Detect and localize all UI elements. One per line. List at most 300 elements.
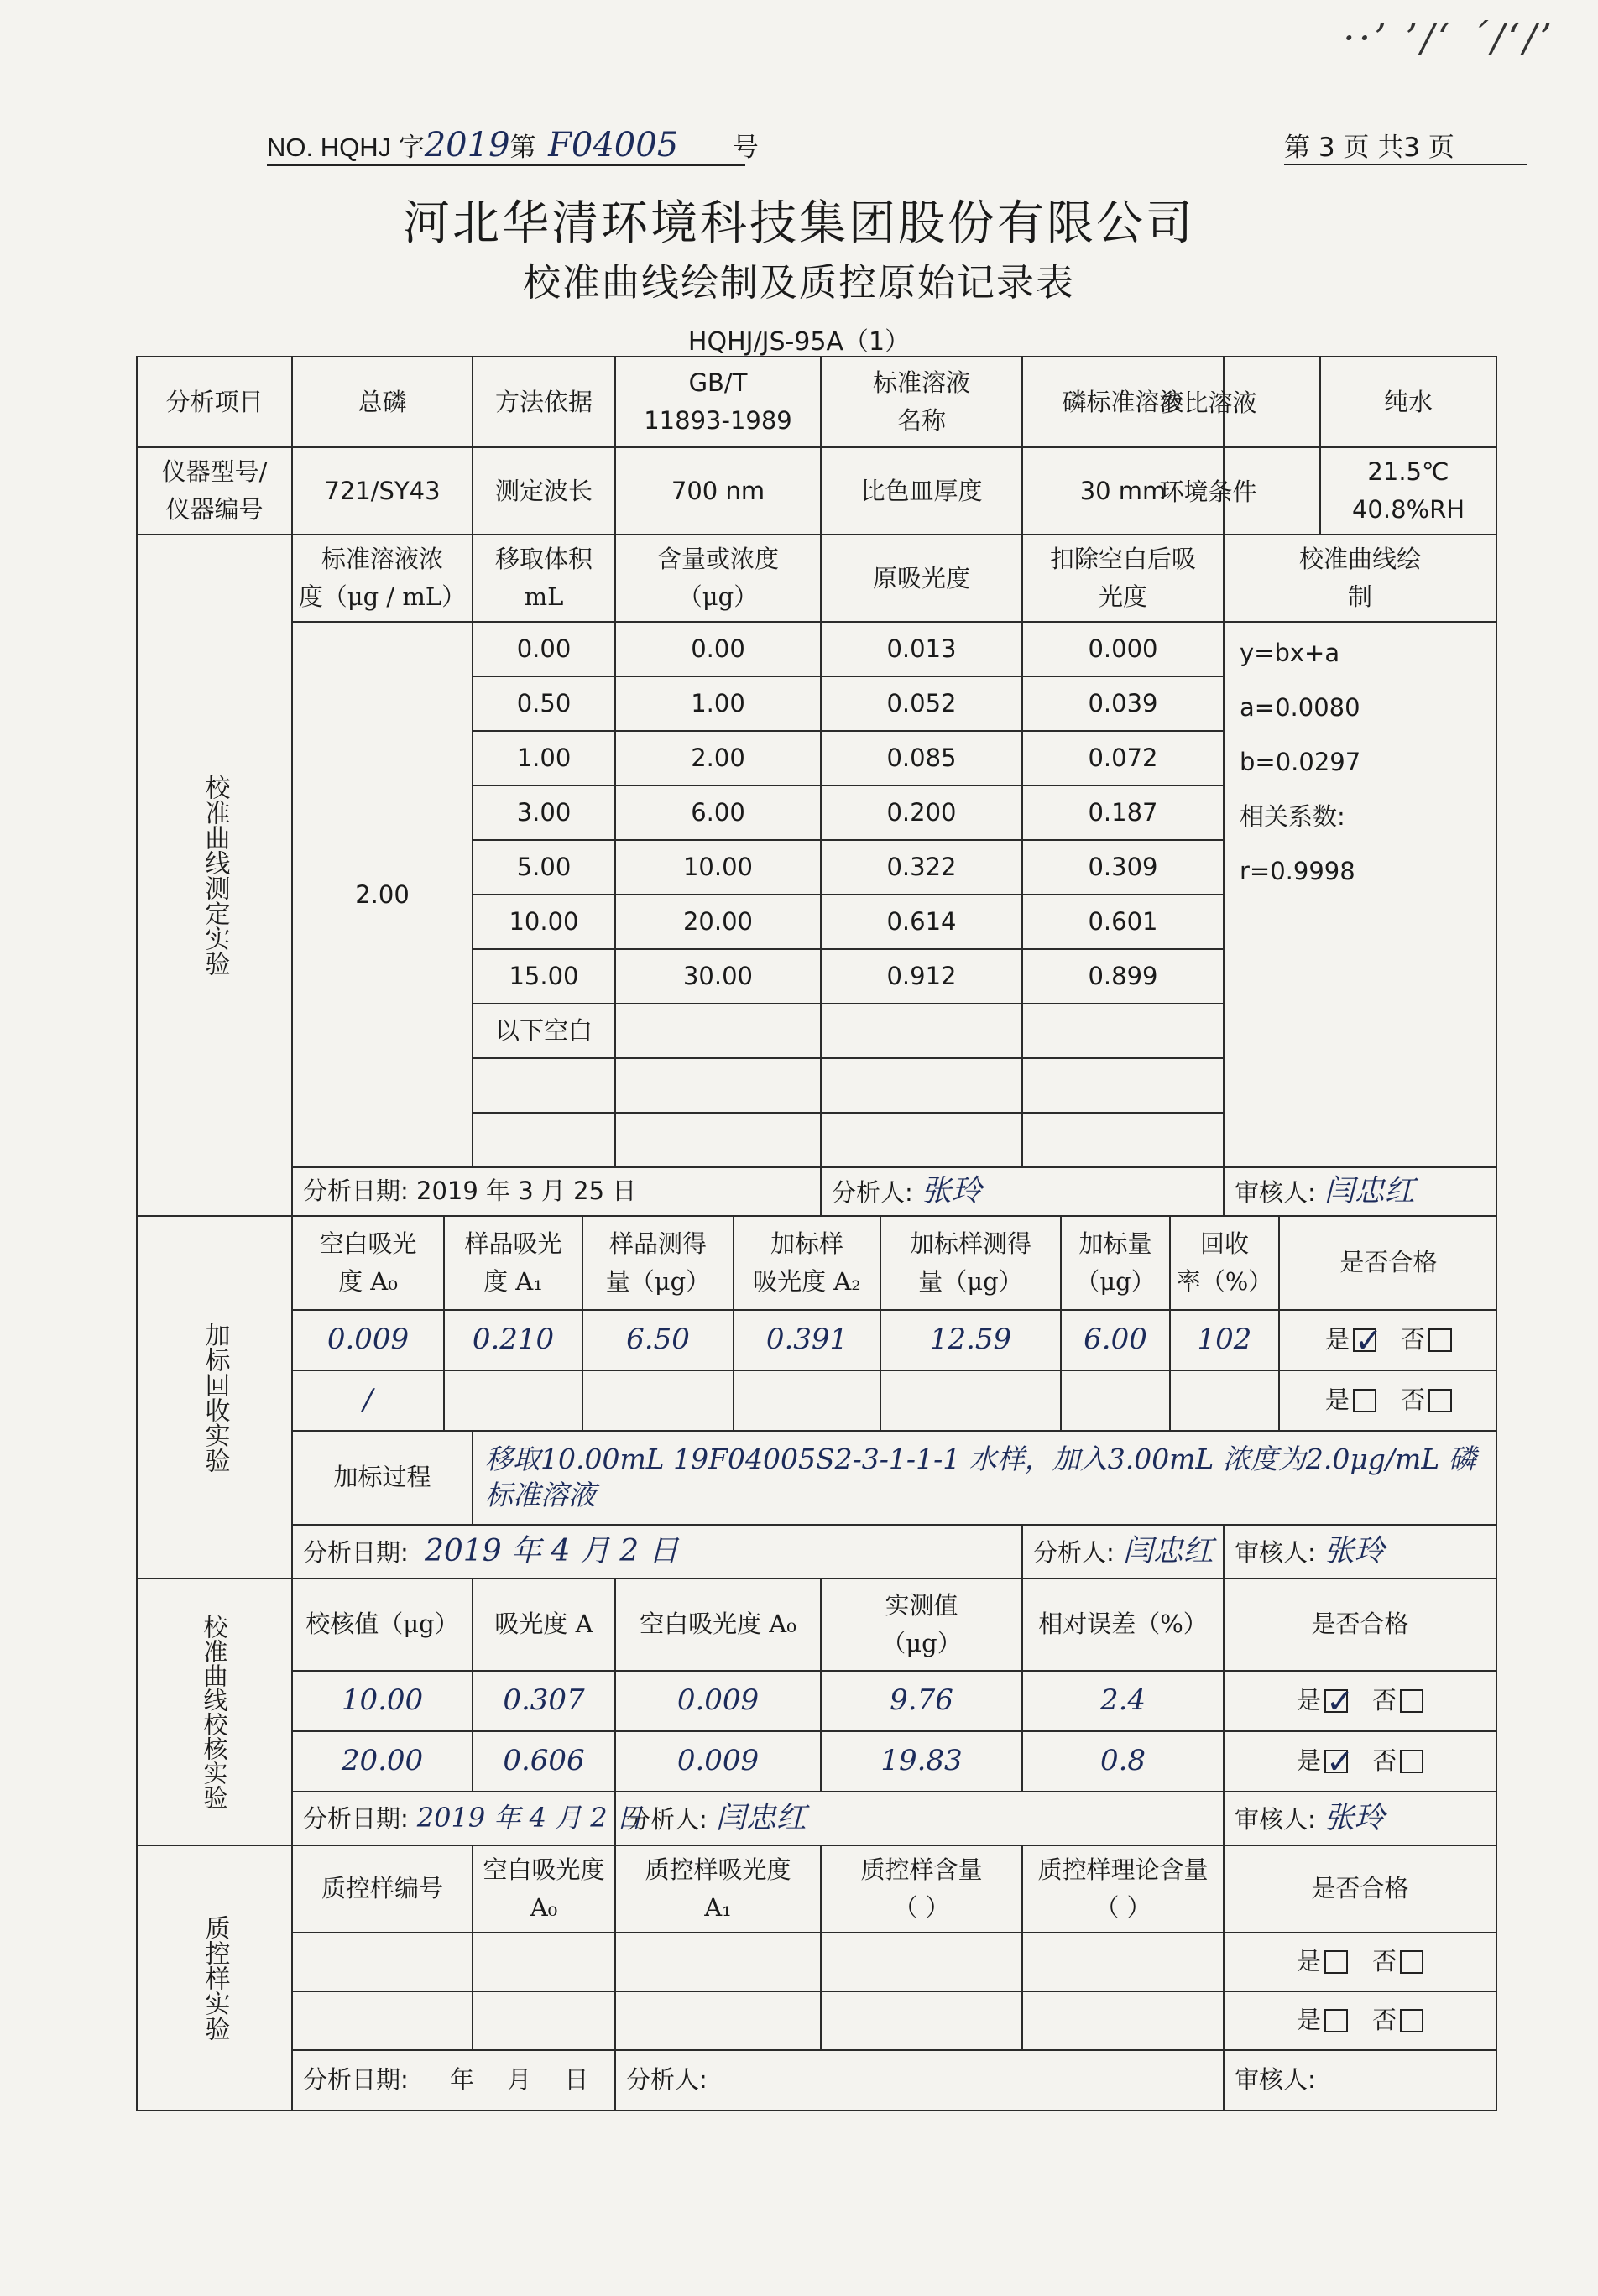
check-date-label: 分析日期:: [303, 1804, 409, 1833]
check-value-header: 校核值（μg）: [292, 1578, 473, 1671]
check-measured: [821, 1671, 1022, 1731]
spike-spiked-meas-header: [880, 1217, 1061, 1309]
qc-date: [292, 2050, 615, 2111]
info-row-1: [137, 357, 1496, 447]
cal-amount: 0.00: [615, 622, 821, 676]
spike-reviewer: [1224, 1525, 1496, 1578]
raw-abs-header: 原吸光度: [821, 535, 1022, 622]
check-analyst-label: 分析人:: [626, 1804, 708, 1834]
qc-amount-header-2: （ ）: [893, 1892, 950, 1922]
spike-sample-abs: [444, 1371, 582, 1430]
check-abs-header: 吸光度 A: [473, 1578, 615, 1671]
cal-date-label: 分析日期:: [303, 1177, 409, 1206]
qc-no-option[interactable]: [1372, 2001, 1423, 2039]
qc-amount[interactable]: [821, 1933, 1022, 1991]
cal-analyst: [821, 1167, 1224, 1216]
yes-checkbox-icon[interactable]: [1324, 1689, 1348, 1713]
check-no-label: 否: [1372, 1746, 1397, 1776]
qc-reviewer-label: 审核人:: [1235, 2065, 1316, 2095]
fit-r-label: 相关系数:: [1240, 802, 1345, 831]
method-value-1: GB/T: [688, 368, 748, 398]
check-blank: [615, 1731, 821, 1792]
cal-net-abs: 0.309: [1022, 840, 1224, 895]
wavelength-value: 700 nm: [615, 447, 821, 535]
spike-header-row: [137, 1216, 1496, 1310]
qc-yes-option[interactable]: [1297, 1943, 1348, 1980]
spike-recovery: [1170, 1371, 1279, 1430]
spike-section-title: [137, 1216, 292, 1578]
cal-raw-abs: 0.322: [821, 840, 1022, 895]
spike-sample-meas: [582, 1371, 734, 1430]
check-abs: [473, 1671, 615, 1731]
check-blank-text: 0.009: [676, 1683, 760, 1718]
yes-checkbox-icon[interactable]: [1324, 1950, 1348, 1974]
reference-value: 纯水: [1320, 357, 1496, 447]
document-number: [267, 126, 759, 166]
spike-yes-option[interactable]: [1325, 1321, 1376, 1359]
spike-recovery: [1170, 1311, 1279, 1370]
spike-recovery-header-2: 率（%）: [1176, 1266, 1273, 1296]
std-concentration-value: 2.00: [292, 622, 473, 1167]
check-measured-header-1: 实测值: [885, 1590, 958, 1620]
spike-amount-header-1: 加标量: [1078, 1229, 1152, 1258]
spike-amount: [1061, 1371, 1170, 1430]
check-section-title: [137, 1578, 292, 1845]
cal-amount: 2.00: [615, 731, 821, 785]
check-value: [292, 1671, 473, 1731]
check-row: [137, 1671, 1496, 1731]
qc-no-label: 否: [1372, 2006, 1397, 2035]
no-checkbox-icon[interactable]: [1400, 1750, 1423, 1773]
spike-blank: [293, 1371, 444, 1430]
cal-date-value: 2019 年 3 月 25 日: [416, 1177, 637, 1206]
spike-row-table: [293, 1371, 1497, 1430]
net-abs-header: [1022, 535, 1224, 622]
cal-amount: [615, 1058, 821, 1113]
spike-date-value: 2019 年 4 月 2 日: [425, 1533, 679, 1568]
std-conc-header: [292, 535, 473, 622]
cal-net-abs: 0.000: [1022, 622, 1224, 676]
check-yes-option[interactable]: [1297, 1742, 1348, 1780]
info-row-2: [137, 447, 1496, 535]
qc-theory-header-1: 质控样理论含量: [1037, 1855, 1209, 1884]
check-analyst: [615, 1792, 1224, 1845]
amount-header: [615, 535, 821, 622]
qc-abs-header: [615, 1845, 821, 1933]
no-checkbox-icon[interactable]: [1428, 1389, 1452, 1412]
form-code: HQHJ/JS-95A（1）: [687, 327, 911, 357]
env-temp: 21.5℃: [1367, 457, 1449, 487]
doc-no-year: 2019: [424, 126, 510, 164]
calibration-title-text: 校准曲线测定实验: [200, 774, 230, 976]
spike-amount-value: 6.00: [1084, 1323, 1147, 1357]
fit-equation: y=bx+a: [1240, 639, 1340, 667]
spike-row-cell: [292, 1370, 1496, 1431]
spike-recovery-header-1: 回收: [1199, 1229, 1249, 1258]
qc-sample-no-header: 质控样编号: [292, 1845, 473, 1933]
yes-checkbox-icon[interactable]: [1353, 1389, 1376, 1412]
check-abs-text: 0.307: [503, 1683, 585, 1718]
spike-blank-header-1: 空白吸光: [319, 1229, 417, 1258]
doc-no-suffix: 号: [732, 133, 759, 162]
spike-sample-meas-header-1: 样品测得: [608, 1229, 707, 1258]
qc-date-label: 分析日期:: [303, 2065, 409, 2095]
qc-abs[interactable]: [615, 1991, 821, 2050]
qc-no-label: 否: [1372, 1947, 1397, 1976]
check-blank-header: 空白吸光度 A₀: [615, 1578, 821, 1671]
qc-abs-header-1: 质控样吸光度: [645, 1855, 791, 1884]
check-yes-option[interactable]: [1297, 1682, 1348, 1719]
yes-checkbox-icon[interactable]: [1324, 1750, 1348, 1773]
env-rh: 40.8%RH: [1351, 495, 1465, 524]
qc-theory-header-2: （ ）: [1094, 1892, 1152, 1922]
spike-process-text: 移取10.00mL 19F04005S2-3-1-1-1 水样，加入3.00mL 浓度为2.0μg/mL 磷标准溶液: [485, 1442, 1476, 1511]
check-no-option[interactable]: [1372, 1682, 1423, 1719]
check-value: [292, 1731, 473, 1792]
check-date-value: 2019 年 4 月 2 日: [416, 1802, 643, 1834]
fit-b: b=0.0297: [1240, 748, 1361, 776]
qc-theory[interactable]: [1022, 1991, 1224, 2050]
qc-yes-label: 是: [1296, 2006, 1321, 2035]
spike-sample-abs-header: [444, 1217, 582, 1309]
method-value: [615, 357, 821, 447]
instrument-label: [137, 447, 292, 535]
spike-date: [292, 1525, 1022, 1578]
spike-sample-abs-value: 0.210: [472, 1323, 555, 1357]
check-pass: [1224, 1671, 1496, 1731]
record-sheet: [136, 356, 1497, 2111]
spike-spiked-abs-header-2: 吸光度 A₂: [753, 1266, 861, 1296]
check-yes-label: 是: [1296, 1686, 1321, 1715]
net-abs-header-2: 光度: [1098, 582, 1147, 611]
qc-sample-no[interactable]: [292, 1933, 473, 1991]
check-analyst-signature: 闫忠红: [715, 1800, 807, 1835]
wavelength-label: 测定波长: [473, 447, 615, 535]
spike-no-option[interactable]: [1401, 1321, 1452, 1359]
cal-volume: 10.00: [473, 895, 615, 949]
qc-header-row: [137, 1845, 1496, 1933]
check-error-text: 2.4: [1099, 1683, 1146, 1718]
spike-sample-abs-header-1: 样品吸光: [464, 1229, 562, 1258]
spike-spiked-meas-value: 12.59: [929, 1323, 1012, 1357]
check-error-text: 0.8: [1099, 1744, 1146, 1778]
spike-subtable-header: [293, 1217, 1497, 1309]
spike-sample-abs-header-2: 度 A₁: [483, 1266, 543, 1296]
cal-raw-abs: [821, 1058, 1022, 1113]
qc-amount-header: [821, 1845, 1022, 1933]
cal-reviewer-label: 审核人:: [1235, 1178, 1316, 1207]
check-blank: [615, 1671, 821, 1731]
spike-sample-abs: [444, 1311, 582, 1370]
cal-amount: 30.00: [615, 949, 821, 1004]
method-value-2: 11893-1989: [644, 406, 792, 435]
check-measured-text: 19.83: [880, 1744, 963, 1778]
spike-date-label: 分析日期:: [303, 1537, 409, 1567]
cal-net-abs: 0.601: [1022, 895, 1224, 949]
spike-analyst-signature: 闫忠红: [1122, 1533, 1214, 1568]
spike-process-row: [137, 1431, 1496, 1525]
cal-volume: 5.00: [473, 840, 615, 895]
spike-sample-meas-header-2: 量（μg）: [605, 1266, 711, 1296]
spike-recovery-value: 102: [1197, 1323, 1252, 1357]
qc-blank[interactable]: [473, 1991, 615, 2050]
method-label: 方法依据: [473, 357, 615, 447]
spike-pass: [1279, 1371, 1497, 1430]
check-pass: [1224, 1731, 1496, 1792]
cuvette-value: 30 mm: [1022, 447, 1224, 535]
spike-yes-option[interactable]: [1325, 1381, 1376, 1419]
cal-volume: 以下空白: [473, 1004, 615, 1058]
cal-amount: 20.00: [615, 895, 821, 949]
cal-amount: 10.00: [615, 840, 821, 895]
check-yes-label: 是: [1296, 1746, 1321, 1776]
amount-header-2: （μg）: [677, 582, 759, 611]
volume-header-2: mL: [524, 582, 564, 611]
doc-no-prefix: NO. HQHJ 字: [267, 133, 425, 162]
check-error: [1022, 1671, 1224, 1731]
qc-blank-header-1: 空白吸光度: [483, 1855, 605, 1884]
spike-reviewer-label: 审核人:: [1235, 1537, 1316, 1567]
form-title: 校准曲线绘制及质控原始记录表: [522, 260, 1075, 305]
curve-header-1: 校准曲线绘: [1298, 545, 1421, 574]
spike-spiked-abs-header-1: 加标样: [770, 1229, 843, 1258]
qc-date-value: 年 月 日: [450, 2065, 589, 2095]
check-measured-text: 9.76: [890, 1683, 953, 1718]
spike-no-label: 否: [1401, 1385, 1426, 1415]
check-header-row: [137, 1578, 1496, 1671]
spike-no-label: 否: [1401, 1325, 1426, 1354]
check-title-text: 校准曲线校核实验: [200, 1614, 229, 1809]
cal-volume: 3.00: [473, 785, 615, 840]
qc-title-text: 质控样实验: [200, 1914, 230, 2041]
check-footer-row: [137, 1792, 1496, 1845]
cal-raw-abs: 0.013: [821, 622, 1022, 676]
document-header: [0, 0, 1598, 357]
cal-volume: [473, 1113, 615, 1167]
qc-pass: [1224, 1933, 1496, 1991]
spike-blank-header: [293, 1217, 444, 1309]
spike-pass-header: 是否合格: [1279, 1217, 1497, 1309]
qc-abs[interactable]: [615, 1933, 821, 1991]
check-abs: [473, 1731, 615, 1792]
spike-row: [137, 1370, 1496, 1431]
qc-yes-option[interactable]: [1297, 2001, 1348, 2039]
no-checkbox-icon[interactable]: [1400, 2009, 1423, 2032]
qc-footer-row: [137, 2050, 1496, 2111]
spike-analyst-label: 分析人:: [1033, 1537, 1115, 1567]
cal-raw-abs: 0.085: [821, 731, 1022, 785]
spike-yes-label: 是: [1324, 1325, 1350, 1354]
fit-a: a=0.0080: [1240, 693, 1360, 722]
volume-header: [473, 535, 615, 622]
qc-pass-header: 是否合格: [1224, 1845, 1496, 1933]
std-name-label: [821, 357, 1022, 447]
qc-theory[interactable]: [1022, 1933, 1224, 1991]
spike-blank-value: /: [363, 1383, 373, 1417]
spike-sample-meas-value: 6.50: [626, 1323, 690, 1357]
cal-amount: [615, 1004, 821, 1058]
qc-pass: [1224, 1991, 1496, 2050]
spike-row-cell: [292, 1310, 1496, 1370]
page-number: 第 3 页 共3 页: [1284, 126, 1528, 165]
spike-header-cell: [292, 1216, 1496, 1310]
std-conc-header-1: 标准溶液浓: [321, 545, 443, 574]
doc-no-mid: 第: [509, 133, 536, 162]
env-value: [1320, 447, 1496, 535]
check-date: [292, 1792, 643, 1845]
spike-process-label: 加标过程: [292, 1431, 473, 1525]
qc-section-title: [137, 1845, 292, 2111]
spike-title-text: 加标回收实验: [200, 1321, 230, 1473]
std-name-label-2: 名称: [896, 406, 946, 435]
calibration-footer-row: [137, 1167, 1496, 1216]
check-abs-text: 0.606: [503, 1744, 585, 1778]
cal-volume: 1.00: [473, 731, 615, 785]
qc-theory-header: [1022, 1845, 1224, 1933]
cal-date: [292, 1167, 821, 1216]
qc-row: [137, 1933, 1496, 1991]
qc-sample-no[interactable]: [292, 1991, 473, 2050]
instrument-value: 721/SY43: [292, 447, 473, 535]
qc-yes-label: 是: [1296, 1947, 1321, 1976]
check-reviewer-signature: 张玲: [1324, 1800, 1385, 1835]
yes-checkbox-icon[interactable]: [1324, 2009, 1348, 2032]
cal-raw-abs: 0.912: [821, 949, 1022, 1004]
reference-label-cell: [1224, 357, 1320, 447]
spike-pass: [1279, 1311, 1497, 1370]
cal-amount: 6.00: [615, 785, 821, 840]
cal-amount: 1.00: [615, 676, 821, 731]
cal-raw-abs: 0.052: [821, 676, 1022, 731]
cal-volume: 15.00: [473, 949, 615, 1004]
spike-blank: [293, 1311, 444, 1370]
item-label: 分析项目: [137, 357, 292, 447]
cal-volume: 0.00: [473, 622, 615, 676]
cal-analyst-label: 分析人:: [832, 1178, 913, 1207]
fit-r: r=0.9998: [1240, 857, 1355, 885]
check-no-option[interactable]: [1372, 1742, 1423, 1780]
item-value: 总磷: [292, 357, 473, 447]
spike-recovery-header: [1170, 1217, 1279, 1309]
calibration-section-title: [137, 535, 292, 1216]
check-measured-header: [821, 1578, 1022, 1671]
no-checkbox-icon[interactable]: [1400, 1689, 1423, 1713]
cal-net-abs: [1022, 1058, 1224, 1113]
spike-spiked-meas: [880, 1311, 1061, 1370]
reference-label: 参比溶液: [1159, 388, 1257, 417]
curve-fit-cell: [1224, 622, 1496, 1167]
env-label: 环境条件: [1159, 477, 1257, 506]
env-label-cell: [1224, 447, 1320, 535]
spike-blank-value: 0.009: [326, 1323, 410, 1357]
qc-blank[interactable]: [473, 1933, 615, 1991]
spike-spiked-abs: [734, 1311, 880, 1370]
cal-raw-abs: 0.614: [821, 895, 1022, 949]
curve-header-2: 制: [1347, 582, 1372, 611]
spike-no-option[interactable]: [1401, 1381, 1452, 1419]
qc-amount-header-1: 质控样含量: [860, 1855, 983, 1884]
check-row: [137, 1731, 1496, 1792]
std-name-value: 磷标准溶液: [1022, 357, 1224, 447]
check-no-label: 否: [1372, 1686, 1397, 1715]
qc-row: [137, 1991, 1496, 2050]
check-pass-header: 是否合格: [1224, 1578, 1496, 1671]
spike-process-text-cell: [473, 1431, 1496, 1525]
cuvette-label: 比色皿厚度: [821, 447, 1022, 535]
calibration-header-row: [137, 535, 1496, 622]
cal-net-abs: 0.072: [1022, 731, 1224, 785]
qc-blank-header: [473, 1845, 615, 1933]
net-abs-header-1: 扣除空白后吸: [1049, 545, 1196, 574]
spike-amount-header-2: （μg）: [1075, 1266, 1156, 1296]
spike-spiked-meas-header-2: 量（μg）: [918, 1266, 1023, 1296]
check-value-text: 20.00: [341, 1744, 424, 1778]
check-reviewer-label: 审核人:: [1235, 1804, 1316, 1834]
spike-spiked-abs-value: 0.391: [765, 1323, 849, 1357]
cal-raw-abs: 0.200: [821, 785, 1022, 840]
spike-blank-header-2: 度 A₀: [338, 1266, 398, 1296]
cal-analyst-signature: 张玲: [921, 1174, 982, 1208]
check-measured-header-2: （μg）: [881, 1628, 962, 1657]
qc-blank-header-2: A₀: [530, 1892, 558, 1922]
qc-amount[interactable]: [821, 1991, 1022, 2050]
spike-sample-meas-header: [582, 1217, 734, 1309]
cal-reviewer-signature: 闫忠红: [1324, 1174, 1415, 1208]
cal-volume: 0.50: [473, 676, 615, 731]
check-reviewer: [1224, 1792, 1496, 1845]
cal-net-abs: 0.039: [1022, 676, 1224, 731]
std-name-label-1: 标准溶液: [872, 368, 970, 398]
company-name: 河北华清环境科技集团股份有限公司: [403, 196, 1195, 251]
doc-no-number: F04005: [548, 126, 679, 164]
cal-volume: [473, 1058, 615, 1113]
spike-spiked-meas-header-1: 加标样测得: [909, 1229, 1031, 1258]
spike-reviewer-signature: 张玲: [1324, 1533, 1385, 1568]
spike-row: [137, 1310, 1496, 1370]
cal-net-abs: 0.899: [1022, 949, 1224, 1004]
instrument-label-2: 仪器编号: [165, 495, 264, 524]
check-measured: [821, 1731, 1022, 1792]
spike-spiked-abs: [734, 1371, 880, 1430]
check-value-text: 10.00: [341, 1683, 424, 1718]
no-checkbox-icon[interactable]: [1428, 1328, 1452, 1352]
cal-net-abs: [1022, 1004, 1224, 1058]
corner-scribble: ··’ ’/‘ ´/‘/’: [1343, 15, 1556, 60]
cal-amount: [615, 1113, 821, 1167]
qc-analyst-label: 分析人:: [626, 2065, 708, 2095]
std-conc-header-2: 度（μg / mL）: [298, 582, 467, 611]
cal-raw-abs: [821, 1004, 1022, 1058]
check-blank-text: 0.009: [676, 1744, 760, 1778]
spike-footer-row: [137, 1525, 1496, 1578]
spike-amount: [1061, 1311, 1170, 1370]
spike-row-table: [293, 1311, 1497, 1370]
spike-amount-header: [1061, 1217, 1170, 1309]
qc-no-option[interactable]: [1372, 1943, 1423, 1980]
qc-abs-header-2: A₁: [704, 1892, 732, 1922]
instrument-label-1: 仪器型号/: [161, 457, 268, 487]
cal-raw-abs: [821, 1113, 1022, 1167]
calibration-row: [137, 622, 1496, 676]
qc-analyst: [615, 2050, 1224, 2111]
cal-net-abs: [1022, 1113, 1224, 1167]
no-checkbox-icon[interactable]: [1400, 1950, 1423, 1974]
qc-reviewer: [1224, 2050, 1496, 2111]
yes-checkbox-icon[interactable]: [1353, 1328, 1376, 1352]
spike-analyst: [1022, 1525, 1224, 1578]
spike-sample-meas: [582, 1311, 734, 1370]
amount-header-1: 含量或浓度: [656, 545, 779, 574]
